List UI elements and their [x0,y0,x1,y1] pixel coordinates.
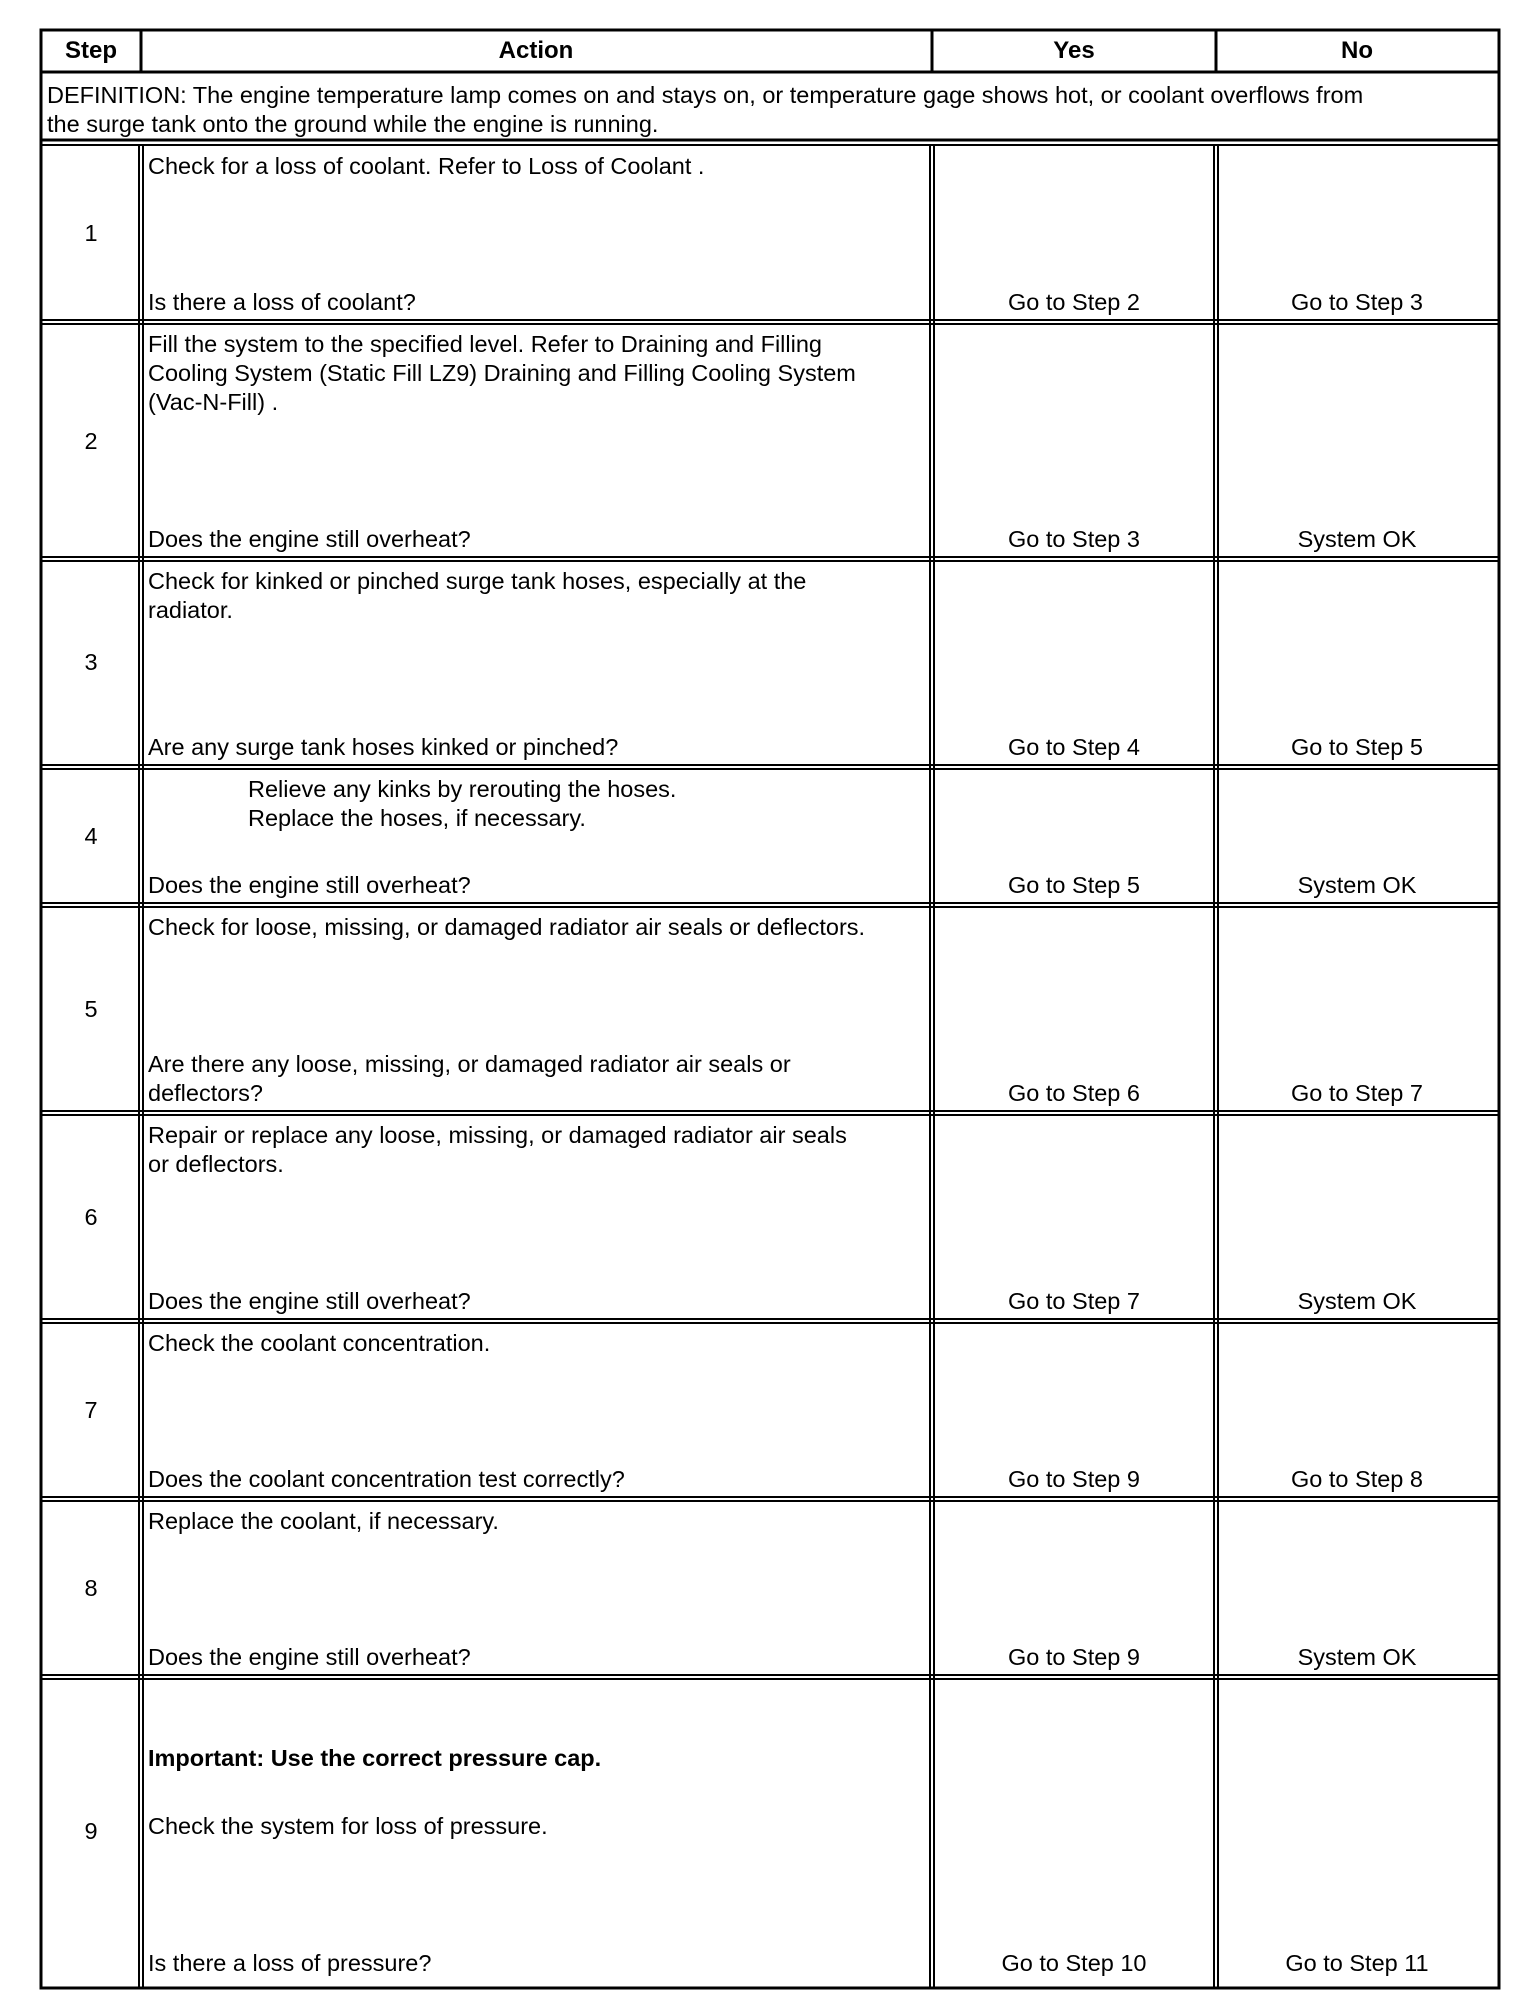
step-9-important-note: Important: Use the correct pressure cap. [148,1745,602,1771]
step-4-question: Does the engine still overheat? [148,872,471,898]
step-6-question: Does the engine still overheat? [148,1288,471,1314]
step-1-question: Is there a loss of coolant? [148,289,416,315]
step-8-question: Does the engine still overheat? [148,1644,471,1670]
definition-line-1: DEFINITION: The engine temperature lamp comes on and stays on, or temperature gage shows hot, or coolant overflows from [47,82,1364,108]
step-4-number: 4 [84,823,98,849]
step-7-no-result: Go to Step 8 [1291,1466,1423,1492]
step-7-yes-result: Go to Step 9 [1008,1466,1140,1492]
step-5-no-result: Go to Step 7 [1291,1080,1423,1106]
step-2-question: Does the engine still overheat? [148,526,471,552]
step-5-question-line: Are there any loose, missing, or damaged radiator air seals or [148,1051,791,1077]
step-8-action-line: Replace the coolant, if necessary. [148,1508,499,1534]
step-9-no-result: Go to Step 11 [1285,1950,1429,1976]
step-9-yes-result: Go to Step 10 [1001,1950,1147,1976]
step-2-action-line: Fill the system to the specified level. Refer to Draining and Filling [148,331,822,357]
step-8-number: 8 [84,1575,98,1601]
step-3-no-result: Go to Step 5 [1291,734,1423,760]
step-2-number: 2 [84,428,98,454]
step-2-yes-result: Go to Step 3 [1008,526,1140,552]
step-9-number: 9 [84,1818,98,1844]
step-5-action-line: Check for loose, missing, or damaged radiator air seals or deflectors. [148,914,866,940]
step-6-action-line: Repair or replace any loose, missing, or damaged radiator air seals [148,1122,847,1148]
step-9-action-line: Check the system for loss of pressure. [148,1813,548,1839]
step-3-number: 3 [84,649,98,675]
step-2-no-result: System OK [1297,526,1417,552]
step-4-action-line: Relieve any kinks by rerouting the hoses. [248,776,677,802]
step-6-no-result: System OK [1297,1288,1417,1314]
step-1-action-line: Check for a loss of coolant. Refer to Loss of Coolant . [148,153,705,179]
step-2-action-line: (Vac-N-Fill) . [148,389,279,415]
step-8-yes-result: Go to Step 9 [1008,1644,1140,1670]
step-9-question: Is there a loss of pressure? [148,1950,432,1976]
step-2-action-line: Cooling System (Static Fill LZ9) Draining and Filling Cooling System [148,360,856,386]
step-7-action-line: Check the coolant concentration. [148,1330,491,1356]
step-4-no-result: System OK [1297,872,1417,898]
step-3-action-line: Check for kinked or pinched surge tank hoses, especially at the [148,568,807,594]
step-7-number: 7 [84,1397,98,1423]
step-1-number: 1 [84,220,98,246]
step-6-yes-result: Go to Step 7 [1008,1288,1140,1314]
step-3-action-line: radiator. [148,597,233,623]
step-7-question: Does the coolant concentration test correctly? [148,1466,625,1492]
step-5-question-line: deflectors? [148,1080,263,1106]
step-8-no-result: System OK [1297,1644,1417,1670]
step-6-number: 6 [84,1204,98,1230]
header-action: Action [498,37,574,64]
step-1-no-result: Go to Step 3 [1291,289,1423,315]
header-step: Step [64,37,118,64]
header-yes: Yes [1053,37,1095,64]
step-3-yes-result: Go to Step 4 [1008,734,1140,760]
step-4-action-line: Replace the hoses, if necessary. [248,805,586,831]
step-3-question: Are any surge tank hoses kinked or pinched? [148,734,619,760]
header-no: No [1341,37,1373,64]
step-4-yes-result: Go to Step 5 [1008,872,1140,898]
step-5-yes-result: Go to Step 6 [1008,1080,1140,1106]
step-6-action-line: or deflectors. [148,1151,284,1177]
step-1-yes-result: Go to Step 2 [1008,289,1140,315]
step-5-number: 5 [84,996,98,1022]
definition-line-2: the surge tank onto the ground while the engine is running. [47,111,659,137]
